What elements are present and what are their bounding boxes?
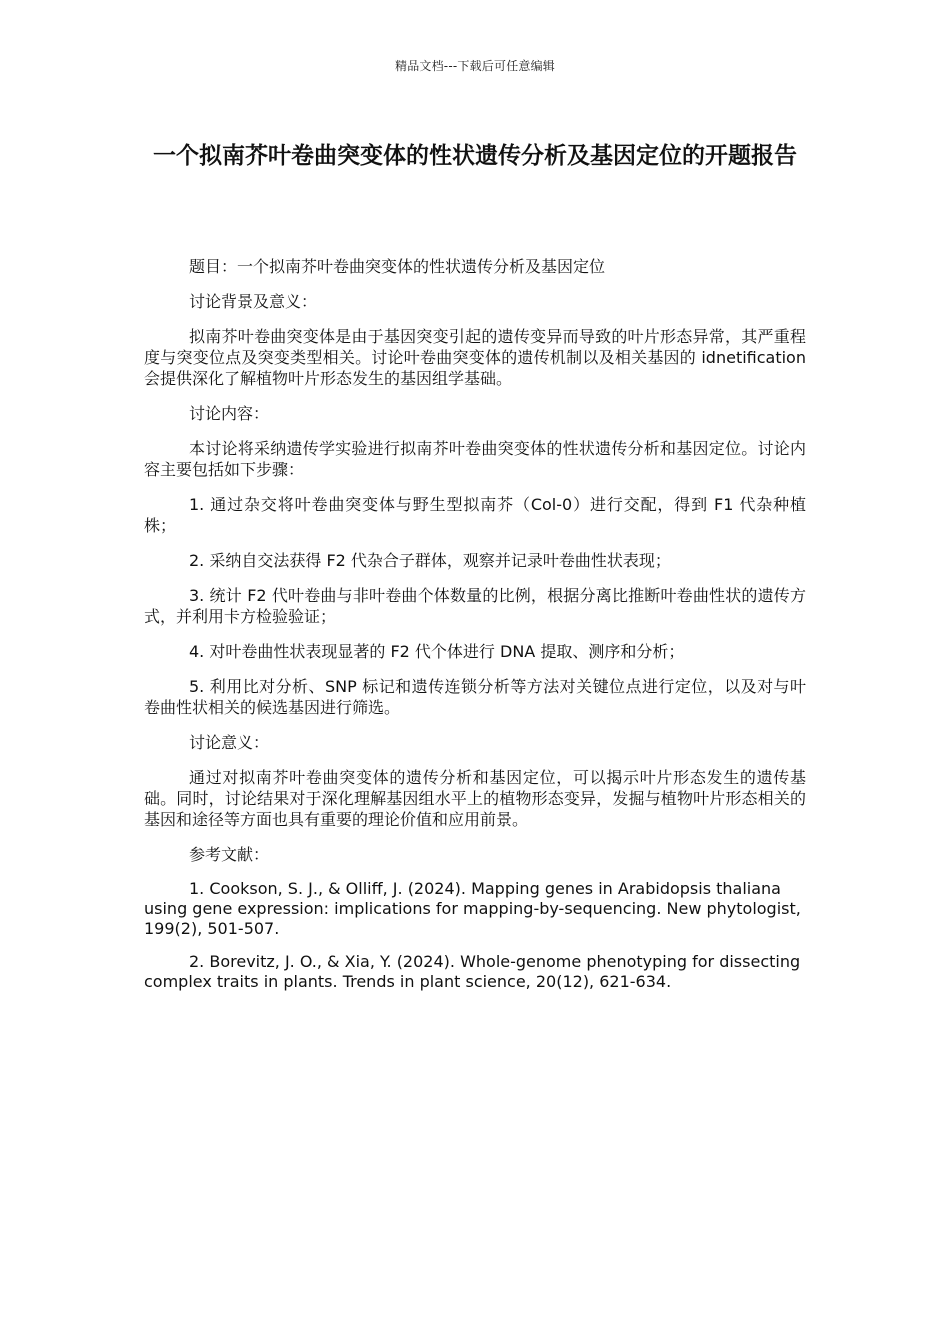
document-body <box>144 256 806 1005</box>
page-header: 精品文档---下载后可任意编辑 <box>395 59 555 73</box>
section-heading-significance: 讨论意义： <box>189 733 270 752</box>
step-item: 3. 统计 F2 代叶卷曲与非叶卷曲个体数量的比例，根据分离比推断叶卷曲性状的遗传方式，并利用卡方检验验证； <box>144 586 806 626</box>
background-paragraph: 拟南芥叶卷曲突变体是由于基因突变引起的遗传变异而导致的叶片形态异常，其严重程度与突变位点及突变类型相关。讨论叶卷曲突变体的遗传机制以及相关基因的 idnetification 会提供深化了解植物叶片形态发生的基因组学基础。 <box>144 327 806 388</box>
topic-line: 题目：一个拟南芥叶卷曲突变体的性状遗传分析及基因定位 <box>189 257 606 276</box>
significance-paragraph: 通过对拟南芥叶卷曲突变体的遗传分析和基因定位，可以揭示叶片形态发生的遗传基础。同时，讨论结果对于深化理解基因组水平上的植物形态变异，发掘与植物叶片形态相关的基因和途径等方面也具有重要的理论价值和应用前景。 <box>144 768 806 829</box>
section-heading-background: 讨论背景及意义： <box>189 292 318 311</box>
section-heading-references: 参考文献： <box>189 845 270 864</box>
step-item: 1. 通过杂交将叶卷曲突变体与野生型拟南芥（Col-0）进行交配，得到 F1 代杂种植株； <box>144 495 806 535</box>
document-title: 一个拟南芥叶卷曲突变体的性状遗传分析及基因定位的开题报告 <box>153 143 797 169</box>
step-item: 4. 对叶卷曲性状表现显著的 F2 代个体进行 DNA 提取、测序和分析； <box>189 642 685 661</box>
reference-item: 2. Borevitz, J. O., & Xia, Y. (2024). Whole-genome phenotyping for dissecting complex traits in plants. Trends in plant science, 20(12), 621-634. <box>144 952 801 991</box>
step-item: 2. 采纳自交法获得 F2 代杂合子群体，观察并记录叶卷曲性状表现； <box>189 551 671 570</box>
step-item: 5. 利用比对分析、SNP 标记和遗传连锁分析等方法对关键位点进行定位，以及对与叶卷曲性状相关的候选基因进行筛选。 <box>144 677 806 717</box>
reference-item: 1. Cookson, S. J., & Olliff, J. (2024). Mapping genes in Arabidopsis thaliana using gene expression: implications for mapping-by-sequencing. New phytologist, 199(2), 501-507. <box>144 879 801 938</box>
section-heading-content: 讨论内容： <box>189 404 270 423</box>
content-intro-paragraph: 本讨论将采纳遗传学实验进行拟南芥叶卷曲突变体的性状遗传分析和基因定位。讨论内容主要包括如下步骤： <box>144 439 806 479</box>
